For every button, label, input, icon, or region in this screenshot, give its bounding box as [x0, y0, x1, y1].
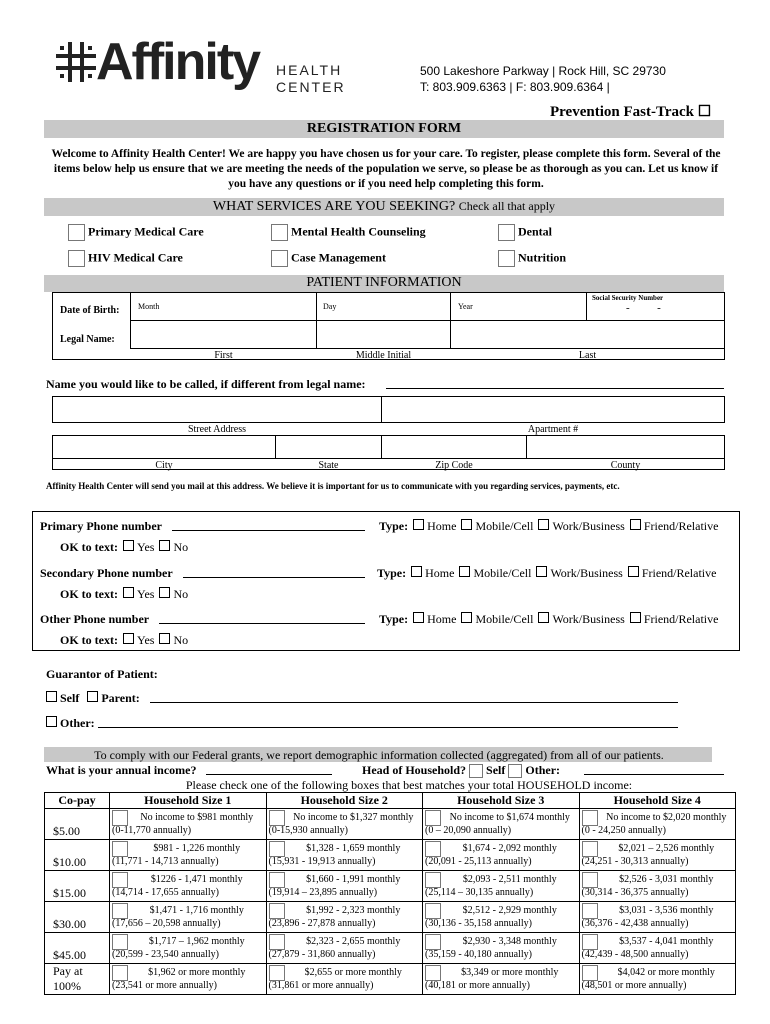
logo-sub-center: CENTER [276, 79, 346, 95]
hoh-self-label: Self [486, 763, 506, 777]
service-label: Nutrition [518, 250, 566, 265]
prevention-fast-track[interactable]: Prevention Fast-Track ☐ [550, 104, 712, 120]
hoh-other-line[interactable] [584, 762, 724, 775]
type-label: Type: [379, 612, 409, 626]
guarantor-self-parent [44, 691, 140, 706]
income-option[interactable] [579, 933, 736, 964]
monthly-range: No income to $2,020 monthly [606, 812, 727, 823]
dob-day-label: Day [323, 302, 337, 311]
income-option[interactable] [579, 902, 736, 933]
service-label: Case Management [291, 250, 386, 265]
type-label: Type: [377, 566, 407, 580]
primary-phone-text: Primary Phone number [40, 519, 162, 533]
page-title: REGISTRATION FORM [306, 121, 462, 136]
income-option[interactable] [579, 871, 736, 902]
checkbox-icon[interactable] [425, 934, 441, 950]
annual-income-line[interactable] [206, 762, 332, 775]
table-row [45, 933, 736, 964]
checkbox-icon[interactable] [425, 965, 441, 981]
checkbox-icon[interactable] [112, 841, 128, 857]
ssn-dashes: - - [626, 302, 661, 314]
checkbox-icon[interactable] [582, 872, 598, 888]
monthly-range: $2,021 – 2,526 monthly [618, 843, 715, 854]
income-option[interactable] [423, 902, 580, 933]
type-option: Friend/Relative [641, 566, 717, 580]
monthly-range: $2,323 - 2,655 monthly [306, 936, 401, 947]
monthly-range: $1,962 or more monthly [148, 967, 246, 978]
annual-range: (48,501 or more annually) [581, 980, 687, 991]
services-heading-text: WHAT SERVICES ARE YOU SEEKING? [212, 199, 456, 214]
service-hiv[interactable] [68, 250, 183, 267]
type-option: Mobile/Cell [475, 612, 534, 626]
annual-range: (0-15,930 annually) [268, 825, 348, 836]
income-option[interactable] [423, 933, 580, 964]
annual-range: (0-11,770 annually) [112, 825, 192, 836]
checkbox-icon[interactable] [498, 250, 515, 267]
logo-name: Affinity [96, 33, 260, 91]
city-label: City [155, 460, 173, 471]
county-field[interactable] [526, 435, 725, 459]
monthly-range: $3,031 - 3,536 monthly [619, 905, 714, 916]
street-address-field[interactable] [52, 396, 382, 423]
monthly-range: $1226 - 1,471 monthly [150, 874, 243, 885]
middle-initial-field[interactable] [316, 320, 451, 349]
annual-range: (20,599 - 23,540 annually) [112, 949, 219, 960]
checkbox-icon[interactable] [159, 587, 170, 598]
yes-label: Yes [136, 540, 155, 554]
patient-info-heading: PATIENT INFORMATION [306, 275, 462, 290]
income-option[interactable] [579, 809, 736, 840]
monthly-range: $1,717 – 1,962 monthly [148, 936, 245, 947]
no-label: No [173, 633, 189, 647]
income-option[interactable] [423, 809, 580, 840]
copay-cell: $5.00 [45, 809, 110, 840]
annual-range: (23,896 - 27,878 annually) [268, 918, 376, 929]
type-option: Home [427, 519, 457, 533]
checkbox-icon[interactable] [269, 841, 285, 857]
checkbox-icon[interactable] [413, 612, 424, 623]
monthly-range: No income to $981 monthly [140, 812, 254, 823]
checkbox-icon[interactable] [269, 903, 285, 919]
annual-range: (31,861 or more annually) [268, 980, 374, 991]
col-header: Household Size 4 [579, 793, 736, 809]
legal-name-label: Legal Name: [60, 334, 115, 345]
income-option[interactable] [423, 840, 580, 871]
income-option[interactable] [110, 871, 267, 902]
type-option: Mobile/Cell [475, 519, 534, 533]
type-option: Home [425, 566, 455, 580]
income-option[interactable] [423, 964, 580, 995]
checkbox-icon[interactable] [112, 934, 128, 950]
other-phone-text: Other Phone number [40, 612, 150, 626]
annual-income-label: What is your annual income? [46, 763, 197, 777]
guarantor-heading: Guarantor of Patient: [46, 667, 158, 681]
zip-label: Zip Code [435, 460, 473, 471]
type-option: Home [427, 612, 457, 626]
service-label: HIV Medical Care [88, 250, 183, 265]
annual-range: (42,439 - 48,500 annually) [581, 949, 689, 960]
ssn-label: Social Security Number [592, 294, 664, 302]
annual-range: (40,181 or more annually) [425, 980, 530, 991]
preferred-name-line[interactable] [386, 376, 724, 389]
income-option[interactable] [266, 809, 423, 840]
table-row [45, 871, 736, 902]
annual-range: (0 - 24,250 annually) [581, 825, 666, 836]
header-phone-fax: T: 803.909.6363 | F: 803.909.6364 | [420, 80, 610, 94]
income-table [44, 792, 736, 995]
checkbox-icon[interactable] [582, 965, 598, 981]
monthly-range: $1,992 - 2,323 monthly [306, 905, 401, 916]
monthly-range: $1,674 - 2,092 monthly [462, 843, 557, 854]
logo-sub-health: HEALTH [276, 62, 343, 78]
col-header: Household Size 3 [423, 793, 580, 809]
copay-cell: $10.00 [45, 840, 110, 871]
type-option: Work/Business [552, 612, 625, 626]
annual-range: (19,914 – 23,895 annually) [268, 887, 378, 898]
checkbox-icon[interactable] [269, 934, 285, 950]
checkbox-icon[interactable] [508, 764, 522, 778]
monthly-range: No income to $1,327 monthly [293, 812, 414, 823]
zip-field[interactable] [381, 435, 527, 459]
monthly-range: No income to $1,674 monthly [449, 812, 570, 823]
yes-label: Yes [136, 587, 155, 601]
checkbox-icon[interactable] [459, 566, 470, 577]
other-phone-label [40, 612, 149, 627]
income-option[interactable] [110, 933, 267, 964]
annual-range: (0 – 20,090 annually) [425, 825, 512, 836]
guarantor-other [44, 716, 95, 731]
county-label: County [610, 460, 641, 471]
checkbox-icon[interactable] [159, 540, 170, 551]
monthly-range: $2,512 - 2,929 monthly [462, 905, 557, 916]
apartment-field[interactable] [381, 396, 725, 423]
state-field[interactable] [275, 435, 382, 459]
service-mental-health[interactable] [271, 224, 426, 241]
first-name-field[interactable] [130, 320, 317, 349]
welcome-text: Welcome to Affinity Health Center! We are happy you have chosen us for your care. To register, please complete this form. Several of the items below help us ensure that we are meeting the needs of the population we serve, so please be as thorough as you can. Let us know if you have any questions or if you need help completing this form. [51, 148, 721, 190]
state-label: State [318, 460, 339, 471]
guarantor-parent-line[interactable] [150, 690, 678, 703]
primary-phone-type [379, 519, 718, 534]
primary-ok-text [60, 540, 188, 555]
other-ok-text [60, 633, 188, 648]
checkbox-icon[interactable] [582, 841, 598, 857]
header-address: 500 Lakeshore Parkway | Rock Hill, SC 29730 [420, 64, 666, 78]
monthly-range: $3,537 - 4,041 monthly [619, 936, 714, 947]
type-option: Mobile/Cell [473, 566, 532, 580]
logo-cross-icon [56, 42, 96, 82]
guarantor-self-label: Self [60, 691, 80, 705]
annual-range: (36,376 - 42,438 annually) [581, 918, 689, 929]
checkbox-icon[interactable] [413, 519, 424, 530]
yes-label: Yes [136, 633, 155, 647]
secondary-ok-text [60, 587, 188, 602]
annual-range: (30,314 - 36,375 annually) [581, 887, 689, 898]
checkbox-icon[interactable] [269, 872, 285, 888]
last-label: Last [578, 350, 597, 361]
annual-range: (25,114 – 30,135 annually) [425, 887, 534, 898]
monthly-range: $1,328 - 1,659 monthly [306, 843, 401, 854]
checkbox-icon[interactable] [46, 691, 57, 702]
other-phone-line[interactable] [159, 611, 365, 624]
checkbox-icon[interactable] [425, 872, 441, 888]
checkbox-icon[interactable] [425, 810, 441, 826]
checkbox-icon[interactable] [159, 633, 170, 644]
type-option: Work/Business [550, 566, 623, 580]
monthly-range: $1,471 - 1,716 monthly [149, 905, 244, 916]
checkbox-icon[interactable] [68, 224, 85, 241]
guarantor-parent-label: Parent: [101, 691, 140, 705]
annual-range: (20,091 - 25,113 annually) [425, 856, 532, 867]
checkbox-icon[interactable] [271, 250, 288, 267]
no-label: No [173, 587, 189, 601]
services-heading [44, 199, 724, 215]
checkbox-icon[interactable] [112, 965, 128, 981]
checkbox-icon[interactable] [425, 841, 441, 857]
checkbox-icon[interactable] [469, 764, 483, 778]
apartment-label: Apartment # [527, 424, 579, 435]
grant-note: To comply with our Federal grants, we report demographic information collected (aggregated) from all of our patients. [94, 748, 664, 762]
head-of-household [362, 763, 560, 778]
checkbox-icon[interactable] [112, 810, 128, 826]
checkbox-icon[interactable] [538, 612, 549, 623]
checkbox-icon[interactable] [123, 633, 134, 644]
monthly-range: $2,655 or more monthly [304, 967, 402, 978]
primary-phone-line[interactable] [172, 518, 365, 531]
first-label: First [214, 350, 233, 361]
income-option[interactable] [266, 871, 423, 902]
copay-cell: $45.00 [45, 933, 110, 964]
checkbox-icon[interactable] [630, 519, 641, 530]
logo [56, 33, 356, 108]
checkbox-icon[interactable] [112, 903, 128, 919]
dob-year-label: Year [458, 302, 473, 311]
annual-range: (11,771 - 14,713 annually) [112, 856, 219, 867]
checkbox-icon[interactable] [498, 224, 515, 241]
monthly-range: $2,930 - 3,348 monthly [462, 936, 557, 947]
checkbox-icon[interactable] [411, 566, 422, 577]
annual-range: (14,714 - 17,655 annually) [112, 887, 219, 898]
checkbox-icon[interactable] [582, 934, 598, 950]
ok-text-label: OK to text: [60, 633, 118, 647]
col-header: Household Size 2 [266, 793, 423, 809]
monthly-range: $2,093 - 2,511 monthly [462, 874, 557, 885]
type-option: Work/Business [552, 519, 625, 533]
annual-range: (23,541 or more annually) [112, 980, 217, 991]
income-option[interactable] [266, 902, 423, 933]
monthly-range: $2,526 - 3,031 monthly [619, 874, 714, 885]
primary-phone-label [40, 519, 162, 534]
checkbox-icon[interactable] [628, 566, 639, 577]
secondary-phone-text: Secondary Phone number [40, 566, 173, 580]
checkbox-icon[interactable] [461, 519, 472, 530]
table-row [45, 964, 736, 995]
dob-month-label: Month [138, 302, 160, 311]
no-label: No [173, 540, 189, 554]
income-option[interactable] [579, 840, 736, 871]
copay-cell: $30.00 [45, 902, 110, 933]
dob-label: Date of Birth: [60, 305, 120, 316]
services-heading-note: Check all that apply [458, 199, 556, 213]
middle-label: Middle Initial [355, 350, 412, 361]
type-label: Type: [379, 519, 409, 533]
annual-range: (27,879 - 31,860 annually) [268, 949, 376, 960]
checkbox-icon[interactable] [87, 691, 98, 702]
copay-cell: Pay at 100% [45, 964, 110, 995]
secondary-phone-line[interactable] [183, 565, 365, 578]
city-field[interactable] [52, 435, 276, 459]
income-option[interactable] [423, 871, 580, 902]
checkbox-icon[interactable] [582, 810, 598, 826]
ok-text-label: OK to text: [60, 587, 118, 601]
income-option[interactable] [266, 964, 423, 995]
annual-range: (30,136 - 35,158 annually) [425, 918, 532, 929]
service-dental[interactable] [498, 224, 552, 241]
income-option[interactable] [110, 809, 267, 840]
copay-cell: $15.00 [45, 871, 110, 902]
income-option[interactable] [110, 840, 267, 871]
street-label: Street Address [187, 424, 247, 435]
checkbox-icon[interactable] [123, 540, 134, 551]
col-header: Household Size 1 [110, 793, 267, 809]
checkbox-icon[interactable] [112, 872, 128, 888]
table-row [45, 902, 736, 933]
annual-range: (17,656 – 20,598 annually) [112, 918, 221, 929]
guarantor-other-line[interactable] [98, 715, 678, 728]
income-option[interactable] [266, 840, 423, 871]
other-phone-type [379, 612, 718, 627]
service-label: Dental [518, 224, 552, 239]
monthly-range: $981 - 1,226 monthly [153, 843, 241, 854]
secondary-phone-type [377, 566, 716, 581]
checkbox-icon[interactable] [269, 810, 285, 826]
service-case-management[interactable] [271, 250, 386, 267]
income-option[interactable] [579, 964, 736, 995]
checkbox-icon[interactable] [425, 903, 441, 919]
col-header: Co-pay [45, 793, 110, 809]
service-label: Primary Medical Care [88, 224, 204, 239]
last-name-field[interactable] [450, 320, 725, 349]
type-option: Friend/Relative [643, 612, 719, 626]
checkbox-icon[interactable] [68, 250, 85, 267]
head-of-household-label: Head of Household? [362, 763, 467, 777]
monthly-range: $4,042 or more monthly [617, 967, 715, 978]
service-primary-medical[interactable] [68, 224, 204, 241]
mail-note: Affinity Health Center will send you mail at this address. We believe it is important for us to communicate with you regarding services, payments, etc. [46, 481, 620, 491]
checkbox-icon[interactable] [630, 612, 641, 623]
annual-range: (24,251 - 30,313 annually) [581, 856, 689, 867]
service-nutrition[interactable] [498, 250, 566, 267]
hoh-other-label: Other: [525, 763, 561, 777]
checkbox-icon[interactable] [582, 903, 598, 919]
monthly-range: $1,660 - 1,991 monthly [306, 874, 401, 885]
ok-text-label: OK to text: [60, 540, 118, 554]
income-option[interactable] [110, 902, 267, 933]
checkbox-icon[interactable] [461, 612, 472, 623]
checkbox-icon[interactable] [46, 716, 57, 727]
table-row [45, 809, 736, 840]
service-label: Mental Health Counseling [291, 224, 426, 239]
annual-range: (35,159 - 40,180 annually) [425, 949, 532, 960]
checkbox-icon[interactable] [269, 965, 285, 981]
annual-range: (15,931 - 19,913 annually) [268, 856, 376, 867]
income-instruction: Please check one of the following boxes that best matches your total HOUSEHOLD income: [185, 778, 633, 792]
income-option[interactable] [110, 964, 267, 995]
monthly-range: $3,349 or more monthly [461, 967, 559, 978]
preferred-name-label: Name you would like to be called, if different from legal name: [46, 377, 366, 391]
income-option[interactable] [266, 933, 423, 964]
checkbox-icon[interactable] [123, 587, 134, 598]
checkbox-icon[interactable] [538, 519, 549, 530]
secondary-phone-label [40, 566, 173, 581]
type-option: Friend/Relative [643, 519, 719, 533]
checkbox-icon[interactable] [271, 224, 288, 241]
guarantor-other-label: Other: [60, 716, 95, 730]
income-table-header [45, 793, 736, 809]
table-row [45, 840, 736, 871]
checkbox-icon[interactable] [536, 566, 547, 577]
